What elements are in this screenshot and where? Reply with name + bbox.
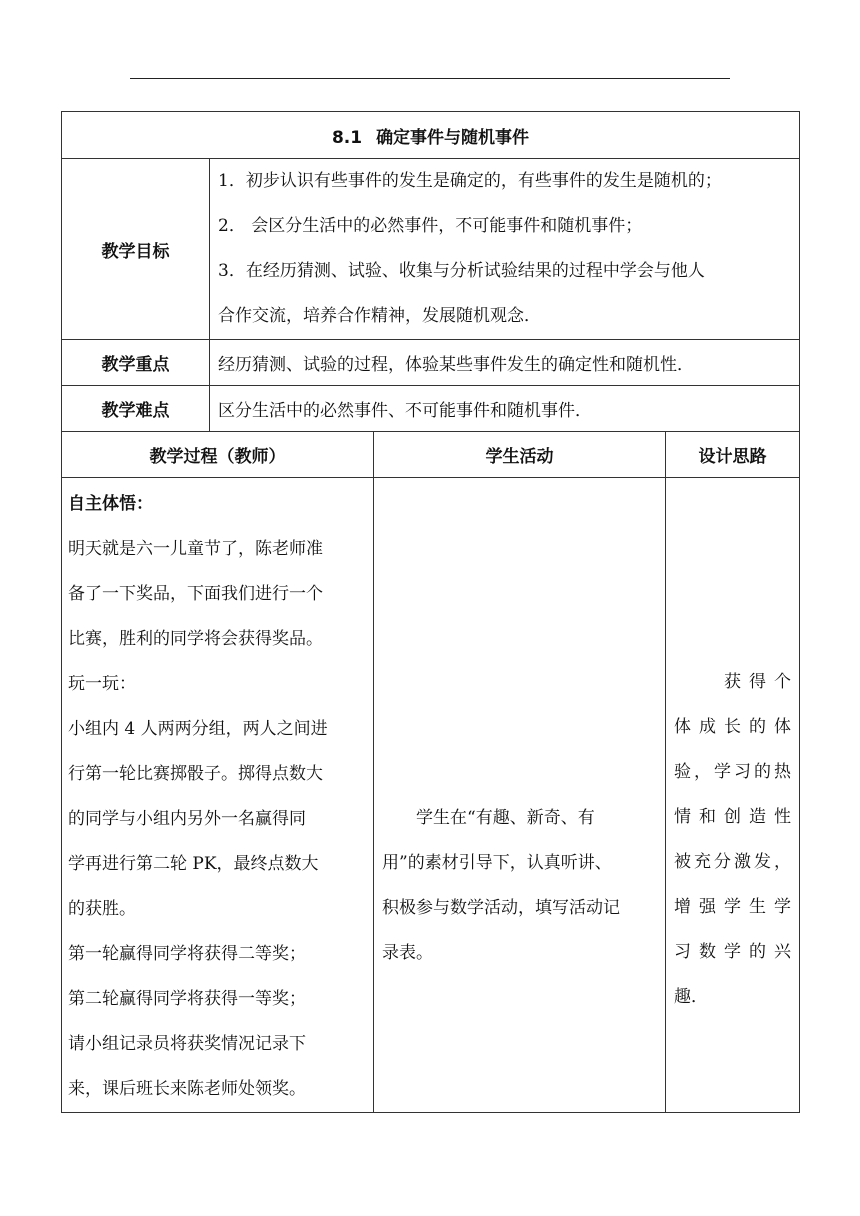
teacher-line: 请小组记录员将获奖情况记录下 xyxy=(68,1034,306,1054)
process-row xyxy=(62,478,800,1113)
header-rule xyxy=(130,78,730,79)
key-points-label: 教学重点 xyxy=(62,340,210,386)
teacher-line: 明天就是六一儿童节了，陈老师准 xyxy=(68,539,323,559)
objectives-label: 教学目标 xyxy=(62,159,210,340)
design-line: 增强学生学 xyxy=(674,897,791,917)
teacher-line: 学再进行第二轮 PK，最终点数大 xyxy=(68,854,319,874)
design-line: 获得个 xyxy=(674,672,791,692)
lesson-title xyxy=(62,112,800,159)
teacher-line: 的获胜。 xyxy=(68,899,136,919)
teacher-line: 的同学与小组内另外一名赢得同 xyxy=(68,809,306,829)
teacher-line: 来，课后班长来陈老师处领奖。 xyxy=(68,1079,306,1099)
teacher-line: 第二轮赢得同学将获得一等奖； xyxy=(68,989,306,1009)
design-line: 被充分激发， xyxy=(674,852,791,872)
difficulties-text: 区分生活中的必然事件、不可能事件和随机事件． xyxy=(210,386,800,432)
teacher-line: 备了一下奖品，下面我们进行一个 xyxy=(68,584,323,604)
objective-line: 合作交流，培养合作精神，发展随机观念． xyxy=(218,306,541,326)
student-activity-cell xyxy=(374,478,666,1113)
design-column-header: 设计思路 xyxy=(666,432,800,478)
design-line: 验，学习的热 xyxy=(674,762,791,782)
key-points-text: 经历猜测、试验的过程，体验某些事件发生的确定性和随机性． xyxy=(210,340,800,386)
difficulties-label: 教学难点 xyxy=(62,386,210,432)
objective-line: 1．初步认识有些事件的发生是确定的，有些事件的发生是随机的； xyxy=(218,171,722,191)
student-column-header: 学生活动 xyxy=(374,432,666,478)
lesson-plan-table xyxy=(61,111,800,1113)
design-line: 趣． xyxy=(674,987,708,1007)
teacher-line: 第一轮赢得同学将获得二等奖； xyxy=(68,944,306,964)
teacher-line: 小组内 4 人两两分组，两人之间进 xyxy=(68,719,328,739)
design-line: 体成长的体 xyxy=(674,717,791,737)
teacher-process-cell xyxy=(62,478,374,1113)
objectives-row xyxy=(62,159,800,340)
teacher-line: 比赛，胜利的同学将会获得奖品。 xyxy=(68,629,323,649)
student-line: 录表。 xyxy=(382,943,433,963)
section-heading: 自主体悟： xyxy=(68,494,153,514)
column-header-row xyxy=(62,432,800,478)
teacher-line: 行第一轮比赛掷骰子。掷得点数大 xyxy=(68,764,323,784)
design-thinking-cell xyxy=(666,478,800,1113)
teacher-line: 玩一玩： xyxy=(68,674,136,694)
design-line: 习数学的兴 xyxy=(674,942,791,962)
student-line: 用”的素材引导下，认真听讲、 xyxy=(382,853,612,873)
title-row xyxy=(62,112,800,159)
objective-line: 3．在经历猜测、试验、收集与分析试验结果的过程中学会与他人 xyxy=(218,261,705,281)
objective-line: 2． 会区分生活中的必然事件，不可能事件和随机事件； xyxy=(218,216,643,236)
lesson-title-text: 确定事件与随机事件 xyxy=(376,127,530,148)
key-points-row xyxy=(62,340,800,386)
student-line: 积极参与数学活动，填写活动记 xyxy=(382,898,620,918)
difficulties-row xyxy=(62,386,800,432)
teacher-column-header: 教学过程（教师） xyxy=(62,432,374,478)
student-line: 学生在“有趣、新奇、有 xyxy=(382,808,595,828)
lesson-number: 8.1 xyxy=(331,127,363,148)
objectives-content xyxy=(210,159,800,340)
design-line: 情和创造性 xyxy=(674,807,791,827)
